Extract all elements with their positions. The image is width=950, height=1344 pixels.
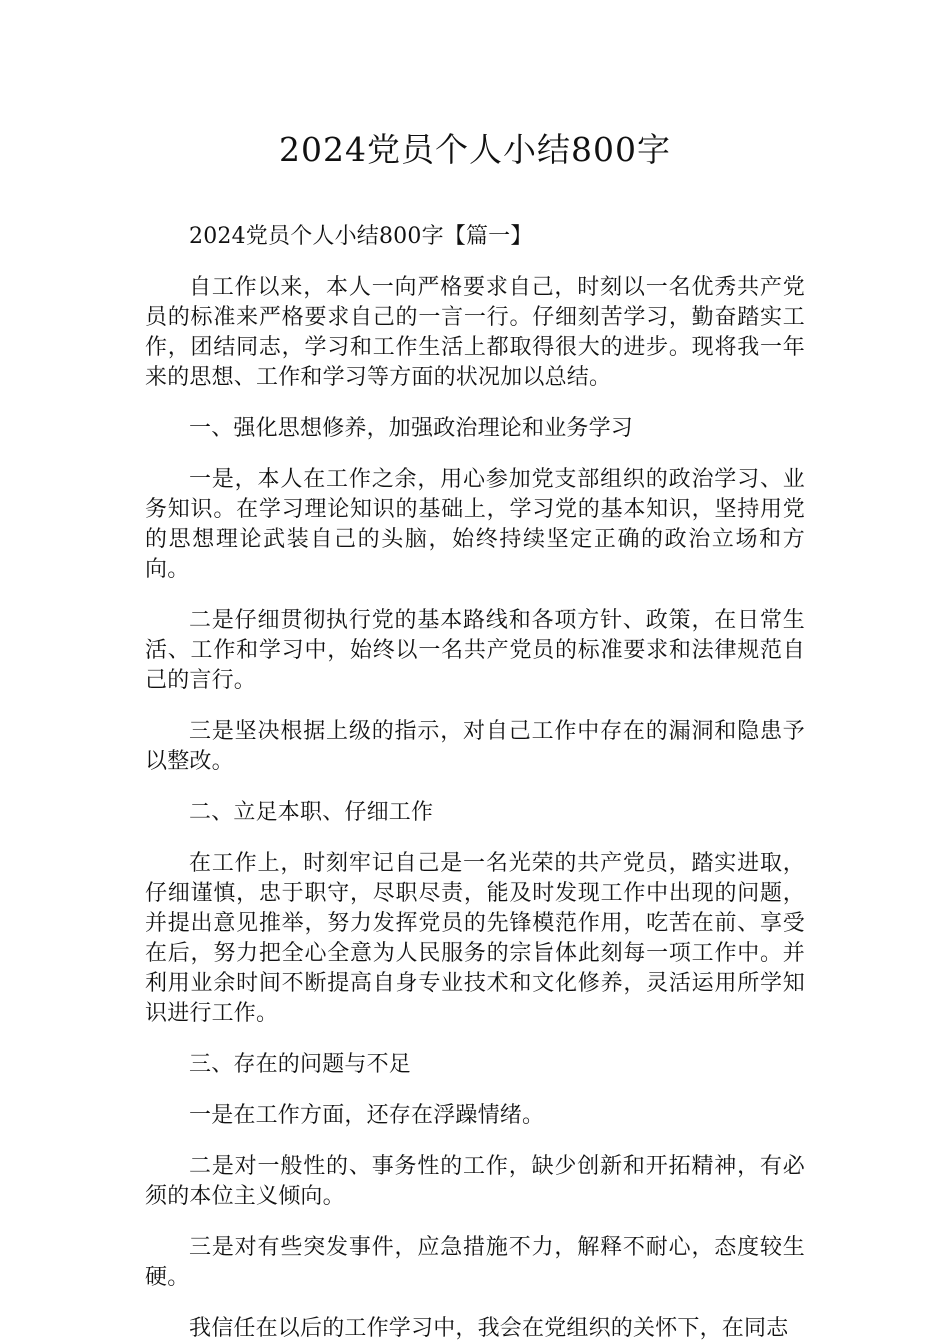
body-paragraph-intro: 自工作以来，本人一向严格要求自己，时刻以一名优秀共产党员的标准来严格要求自己的一言一行。仔细刻苦学习，勤奋踏实工作，团结同志，学习和工作生活上都取得很大的进步。现将我一年来的思想、工作和学习等方面的状况加以总结。: [145, 275, 805, 390]
body-paragraph: 一是在工作方面，还存在浮躁情绪。: [189, 1103, 545, 1128]
body-paragraph: 三是对有些突发事件，应急措施不力，解释不耐心，态度较生硬。: [145, 1235, 805, 1290]
body-paragraph: 三是坚决根据上级的指示，对自己工作中存在的漏洞和隐患予以整改。: [145, 719, 805, 774]
section-subtitle: 2024党员个人小结800字【篇一】: [189, 224, 533, 249]
document-body: [145, 222, 805, 1344]
section-heading-2: 二、立足本职、仔细工作: [189, 800, 434, 825]
page-title: 2024党员个人小结800字: [279, 130, 671, 169]
body-paragraph: 一是，本人在工作之余，用心参加党支部组织的政治学习、业务知识。在学习理论知识的基础上，学习党的基本知识，坚持用党的思想理论武装自己的头脑，始终持续坚定正确的政治立场和方向。: [145, 467, 805, 582]
body-paragraph: 在工作上，时刻牢记自己是一名光荣的共产党员，踏实进取，仔细谨慎，忠于职守，尽职尽责，能及时发现工作中出现的问题，并提出意见推举，努力发挥党员的先锋模范作用，吃苦在前、享受在后，努力把全心全意为人民服务的宗旨体此刻每一项工作中。并利用业余时间不断提高自身专业技术和文化修养，灵活运用所学知识进行工作。: [145, 851, 805, 1026]
body-paragraph-continued: 我信任在以后的工作学习中，我会在党组织的关怀下，在同志: [189, 1316, 789, 1341]
body-paragraph: 二是对一般性的、事务性的工作，缺少创新和开拓精神，有必须的本位主义倾向。: [145, 1154, 805, 1209]
body-paragraph: 二是仔细贯彻执行党的基本路线和各项方针、政策，在日常生活、工作和学习中，始终以一名共产党员的标准要求和法律规范自己的言行。: [145, 608, 805, 693]
section-heading-3: 三、存在的问题与不足: [189, 1052, 412, 1077]
section-heading-1: 一、强化思想修养，加强政治理论和业务学习: [189, 416, 634, 441]
